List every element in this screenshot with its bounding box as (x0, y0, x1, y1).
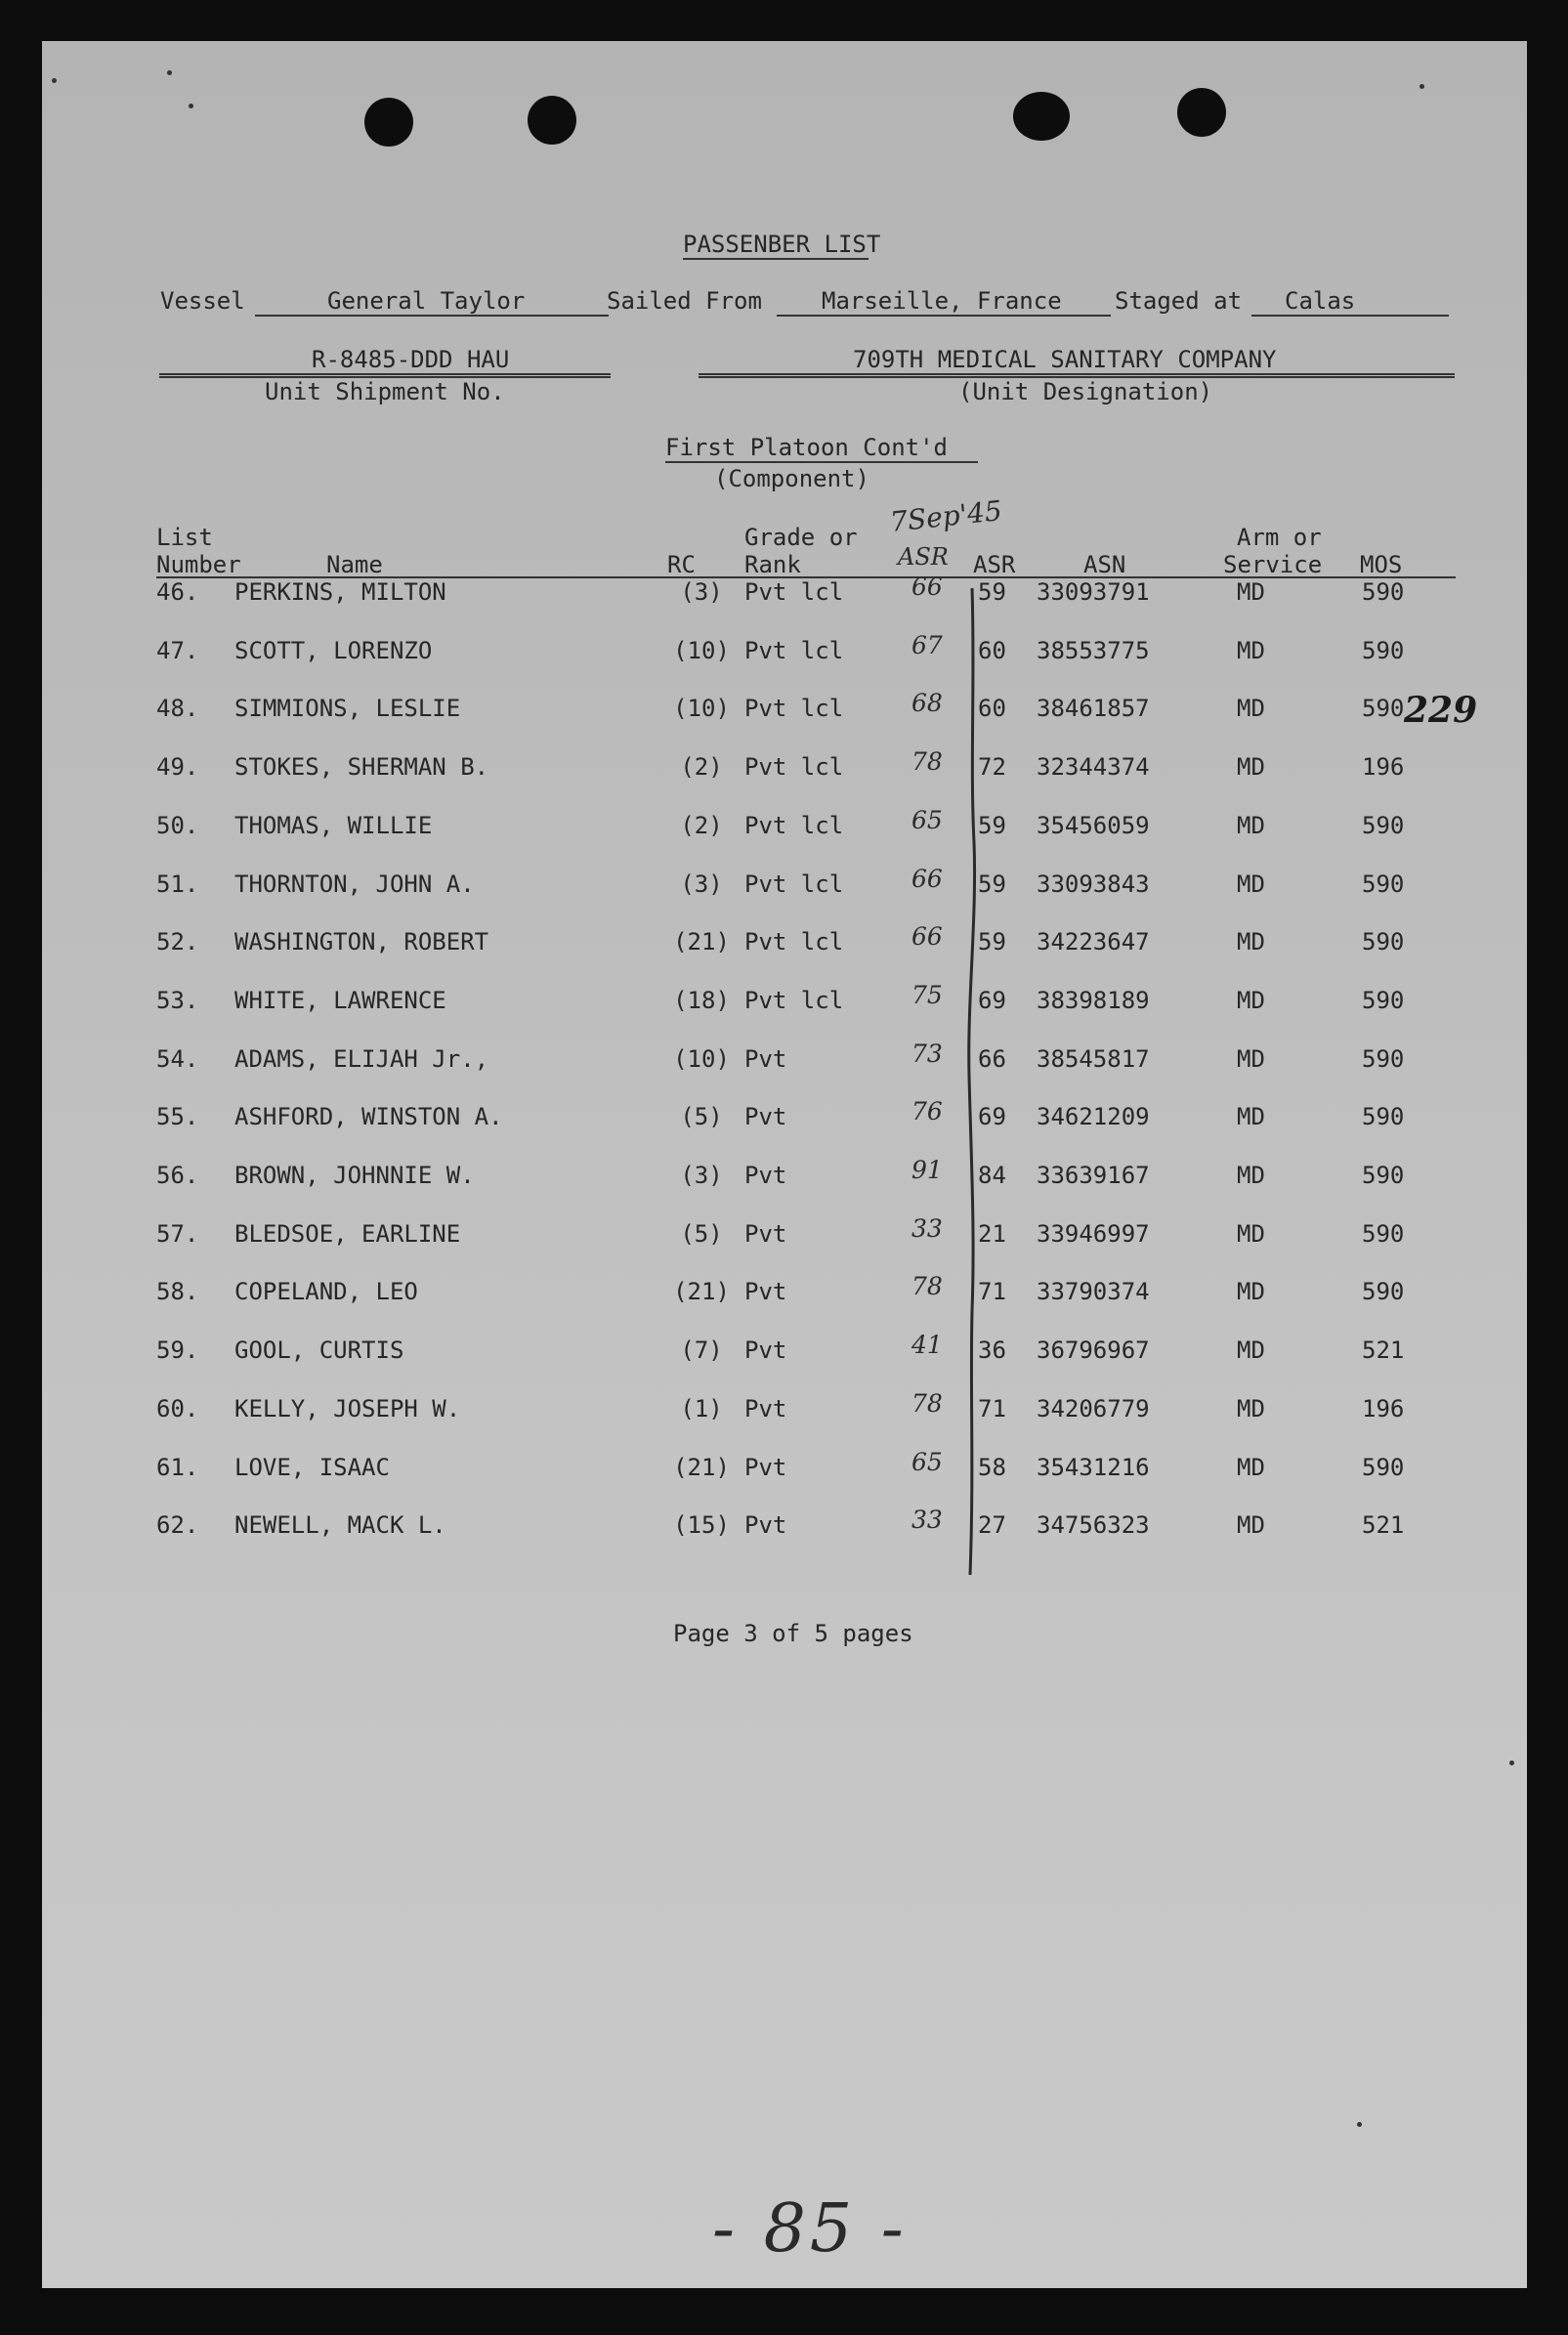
arm-service: MD (1237, 1220, 1265, 1248)
passenger-name: KELLY, JOSEPH W. (234, 1395, 461, 1422)
list-number: 62. (156, 1511, 199, 1539)
arm-service: MD (1237, 1103, 1265, 1130)
asn-number: 34206779 (1037, 1395, 1150, 1422)
asn-number: 33946997 (1037, 1220, 1150, 1248)
passenger-name: THOMAS, WILLIE (234, 812, 433, 839)
asr-score: 59 (978, 870, 1006, 898)
passenger-name: LOVE, ISAAC (234, 1454, 390, 1481)
grade-rank: Pvt (744, 1162, 787, 1189)
asr-score: 60 (978, 637, 1006, 664)
col-header-grade-1: Grade or (744, 524, 858, 551)
col-header-arm-2: Service (1223, 551, 1323, 578)
table-row (42, 1331, 1527, 1376)
arm-service: MD (1237, 928, 1265, 955)
asr-score: 71 (978, 1278, 1006, 1305)
mos-code: 521 (1362, 1337, 1405, 1364)
table-row (42, 1040, 1527, 1084)
rc-code: (3) (680, 578, 723, 606)
rc-code: (7) (680, 1337, 723, 1364)
arm-service: MD (1237, 1395, 1265, 1422)
handwritten-page-mark: - 85 - (712, 2190, 908, 2268)
arm-service: MD (1237, 637, 1265, 664)
passenger-name: SCOTT, LORENZO (234, 637, 433, 664)
arm-service: MD (1237, 1278, 1265, 1305)
unit-designation-caption: (Unit Designation) (958, 378, 1213, 405)
sailed-from-label: Sailed From (607, 287, 762, 315)
staged-at-label: Staged at (1115, 287, 1243, 315)
vessel-value: General Taylor (327, 287, 526, 315)
asn-number: 34756323 (1037, 1511, 1150, 1539)
mos-code: 590 (1362, 578, 1405, 606)
grade-rank: Pvt lcl (744, 870, 844, 898)
mos-code: 590 (1362, 1162, 1405, 1189)
list-number: 59. (156, 1337, 199, 1364)
sailed-underline (777, 315, 1111, 317)
mos-code: 590 (1362, 695, 1405, 722)
arm-service: MD (1237, 812, 1265, 839)
page-title: PASSENBER LIST (683, 231, 881, 258)
asn-number: 38398189 (1037, 987, 1150, 1014)
rc-code: (10) (673, 637, 730, 664)
handwritten-asr: 75 (911, 981, 943, 1009)
list-number: 55. (156, 1103, 199, 1130)
list-number: 60. (156, 1395, 199, 1422)
handwritten-asr: 67 (911, 631, 943, 659)
col-header-name: Name (326, 551, 383, 578)
passenger-name: ASHFORD, WINSTON A. (234, 1103, 503, 1130)
handwritten-asr: 33 (911, 1506, 943, 1534)
rc-code: (3) (680, 870, 723, 898)
handwritten-asr: 78 (911, 1389, 943, 1418)
paper-speck (189, 104, 193, 108)
handwritten-asr: 66 (911, 865, 943, 893)
grade-rank: Pvt (744, 1511, 787, 1539)
table-row (42, 981, 1527, 1026)
col-header-grade-2: Rank (744, 551, 801, 578)
col-header-number: Number (156, 551, 241, 578)
asr-score: 27 (978, 1511, 1006, 1539)
col-header-rc: RC (667, 551, 696, 578)
component-underline (665, 461, 978, 463)
paper-speck (1420, 84, 1424, 89)
table-row (42, 922, 1527, 967)
list-number: 53. (156, 987, 199, 1014)
mos-code: 590 (1362, 928, 1405, 955)
asr-score: 59 (978, 812, 1006, 839)
grade-rank: Pvt (744, 1278, 787, 1305)
handwritten-asr: 78 (911, 747, 943, 776)
page-footer: Page 3 of 5 pages (673, 1620, 913, 1647)
grade-rank: Pvt lcl (744, 637, 844, 664)
col-header-list: List (156, 524, 213, 551)
punch-hole (1177, 88, 1226, 137)
rc-code: (1) (680, 1395, 723, 1422)
table-row (42, 1506, 1527, 1550)
passenger-name: WHITE, LAWRENCE (234, 987, 446, 1014)
col-header-asr: ASR (973, 551, 1016, 578)
asn-number: 35431216 (1037, 1454, 1150, 1481)
unit-shipment-caption: Unit Shipment No. (265, 378, 505, 405)
table-row (42, 1156, 1527, 1201)
handwritten-asr: 76 (911, 1097, 943, 1125)
list-number: 51. (156, 870, 199, 898)
asr-score: 69 (978, 987, 1006, 1014)
arm-service: MD (1237, 987, 1265, 1014)
asr-score: 21 (978, 1220, 1006, 1248)
vessel-underline (255, 315, 609, 317)
passenger-name: ADAMS, ELIJAH Jr., (234, 1045, 489, 1073)
unit-designation-value: 709TH MEDICAL SANITARY COMPANY (853, 346, 1277, 373)
grade-rank: Pvt lcl (744, 928, 844, 955)
list-number: 47. (156, 637, 199, 664)
rc-code: (5) (680, 1103, 723, 1130)
rc-code: (2) (680, 812, 723, 839)
table-row (42, 806, 1527, 851)
arm-service: MD (1237, 695, 1265, 722)
asn-number: 33790374 (1037, 1278, 1150, 1305)
arm-service: MD (1237, 1511, 1265, 1539)
asr-score: 36 (978, 1337, 1006, 1364)
mos-code: 590 (1362, 812, 1405, 839)
passenger-name: BLEDSOE, EARLINE (234, 1220, 461, 1248)
rc-code: (21) (673, 928, 730, 955)
paper-speck (1357, 2122, 1362, 2127)
mos-code: 590 (1362, 987, 1405, 1014)
grade-rank: Pvt (744, 1220, 787, 1248)
asr-score: 60 (978, 695, 1006, 722)
asn-number: 33639167 (1037, 1162, 1150, 1189)
asr-score: 58 (978, 1454, 1006, 1481)
list-number: 50. (156, 812, 199, 839)
staged-at-value: Calas (1285, 287, 1356, 315)
asn-number: 38545817 (1037, 1045, 1150, 1073)
vessel-label: Vessel (160, 287, 245, 315)
grade-rank: Pvt lcl (744, 695, 844, 722)
passenger-name: COPELAND, LEO (234, 1278, 418, 1305)
document-page (42, 41, 1527, 2288)
grade-rank: Pvt (744, 1454, 787, 1481)
passenger-name: NEWELL, MACK L. (234, 1511, 446, 1539)
sailed-from-value: Marseille, France (822, 287, 1062, 315)
list-number: 54. (156, 1045, 199, 1073)
asn-number: 32344374 (1037, 753, 1150, 781)
asr-score: 59 (978, 578, 1006, 606)
mos-code: 590 (1362, 1045, 1405, 1073)
mos-code: 590 (1362, 1454, 1405, 1481)
table-row (42, 1389, 1527, 1434)
table-row (42, 689, 1527, 734)
rc-code: (2) (680, 753, 723, 781)
asr-score: 84 (978, 1162, 1006, 1189)
asn-number: 33093791 (1037, 578, 1150, 606)
handwritten-asr: 91 (911, 1156, 943, 1184)
staged-underline (1251, 315, 1449, 317)
unit-shipment-number: R-8485-DDD HAU (312, 346, 510, 373)
passenger-name: SIMMIONS, LESLIE (234, 695, 461, 722)
asn-number: 36796967 (1037, 1337, 1150, 1364)
table-row (42, 573, 1527, 617)
grade-rank: Pvt (744, 1103, 787, 1130)
grade-rank: Pvt lcl (744, 987, 844, 1014)
asn-number: 38461857 (1037, 695, 1150, 722)
col-header-asn: ASN (1083, 551, 1126, 578)
arm-service: MD (1237, 870, 1265, 898)
asr-score: 66 (978, 1045, 1006, 1073)
asr-score: 72 (978, 753, 1006, 781)
table-row (42, 1097, 1527, 1142)
table-row (42, 1214, 1527, 1259)
punch-hole (528, 96, 576, 145)
table-row (42, 631, 1527, 676)
list-number: 52. (156, 928, 199, 955)
handwritten-asr: 41 (911, 1331, 943, 1359)
arm-service: MD (1237, 1162, 1265, 1189)
grade-rank: Pvt lcl (744, 812, 844, 839)
asr-score: 71 (978, 1395, 1006, 1422)
component-value: First Platoon Cont'd (665, 434, 948, 461)
arm-service: MD (1237, 1337, 1265, 1364)
list-number: 58. (156, 1278, 199, 1305)
asn-number: 33093843 (1037, 870, 1150, 898)
mos-code: 590 (1362, 1103, 1405, 1130)
rc-code: (3) (680, 1162, 723, 1189)
passenger-name: STOKES, SHERMAN B. (234, 753, 489, 781)
passenger-name: THORNTON, JOHN A. (234, 870, 475, 898)
paper-speck (167, 70, 172, 75)
col-header-arm-1: Arm or (1237, 524, 1322, 551)
handwritten-asr: 73 (911, 1040, 943, 1068)
mos-code: 196 (1362, 753, 1405, 781)
mos-code: 521 (1362, 1511, 1405, 1539)
table-row (42, 865, 1527, 910)
handwritten-asr: 66 (911, 573, 943, 601)
asr-score: 69 (978, 1103, 1006, 1130)
grade-rank: Pvt (744, 1395, 787, 1422)
rc-code: (10) (673, 1045, 730, 1073)
list-number: 61. (156, 1454, 199, 1481)
arm-service: MD (1237, 1454, 1265, 1481)
asn-number: 34223647 (1037, 928, 1150, 955)
asr-score: 59 (978, 928, 1006, 955)
arm-service: MD (1237, 1045, 1265, 1073)
grade-rank: Pvt lcl (744, 578, 844, 606)
list-number: 49. (156, 753, 199, 781)
grade-rank: Pvt lcl (744, 753, 844, 781)
rc-code: (18) (673, 987, 730, 1014)
rc-code: (10) (673, 695, 730, 722)
col-header-mos: MOS (1360, 551, 1403, 578)
paper-speck (1509, 1761, 1514, 1765)
list-number: 46. (156, 578, 199, 606)
table-row (42, 1272, 1527, 1317)
passenger-name: GOOL, CURTIS (234, 1337, 404, 1364)
grade-rank: Pvt (744, 1045, 787, 1073)
handwritten-vertical-stroke (951, 588, 990, 1585)
component-caption: (Component) (714, 465, 869, 492)
mos-code: 590 (1362, 1220, 1405, 1248)
handwritten-asr-note: ASR (898, 543, 949, 571)
paper-speck (52, 78, 57, 83)
grade-rank: Pvt (744, 1337, 787, 1364)
passenger-name: BROWN, JOHNNIE W. (234, 1162, 475, 1189)
mos-code: 590 (1362, 1278, 1405, 1305)
stamp-number: 229 (1404, 690, 1478, 731)
rc-code: (15) (673, 1511, 730, 1539)
list-number: 56. (156, 1162, 199, 1189)
handwritten-asr: 65 (911, 806, 943, 834)
handwritten-asr: 68 (911, 689, 943, 717)
arm-service: MD (1237, 753, 1265, 781)
rc-code: (5) (680, 1220, 723, 1248)
rc-code: (21) (673, 1278, 730, 1305)
handwritten-asr: 65 (911, 1448, 943, 1476)
handwritten-asr: 66 (911, 922, 943, 951)
mos-code: 196 (1362, 1395, 1405, 1422)
table-row (42, 1448, 1527, 1493)
punch-hole (364, 98, 413, 147)
title-underline (683, 258, 869, 260)
handwritten-date-note: 7Sep'45 (888, 494, 1004, 538)
asn-number: 38553775 (1037, 637, 1150, 664)
rc-code: (21) (673, 1454, 730, 1481)
table-row (42, 747, 1527, 792)
asn-number: 34621209 (1037, 1103, 1150, 1130)
handwritten-asr: 78 (911, 1272, 943, 1300)
asn-number: 35456059 (1037, 812, 1150, 839)
arm-service: MD (1237, 578, 1265, 606)
mos-code: 590 (1362, 870, 1405, 898)
punch-hole (1013, 92, 1070, 141)
passenger-name: WASHINGTON, ROBERT (234, 928, 489, 955)
mos-code: 590 (1362, 637, 1405, 664)
list-number: 57. (156, 1220, 199, 1248)
list-number: 48. (156, 695, 199, 722)
handwritten-asr: 33 (911, 1214, 943, 1243)
passenger-name: PERKINS, MILTON (234, 578, 446, 606)
